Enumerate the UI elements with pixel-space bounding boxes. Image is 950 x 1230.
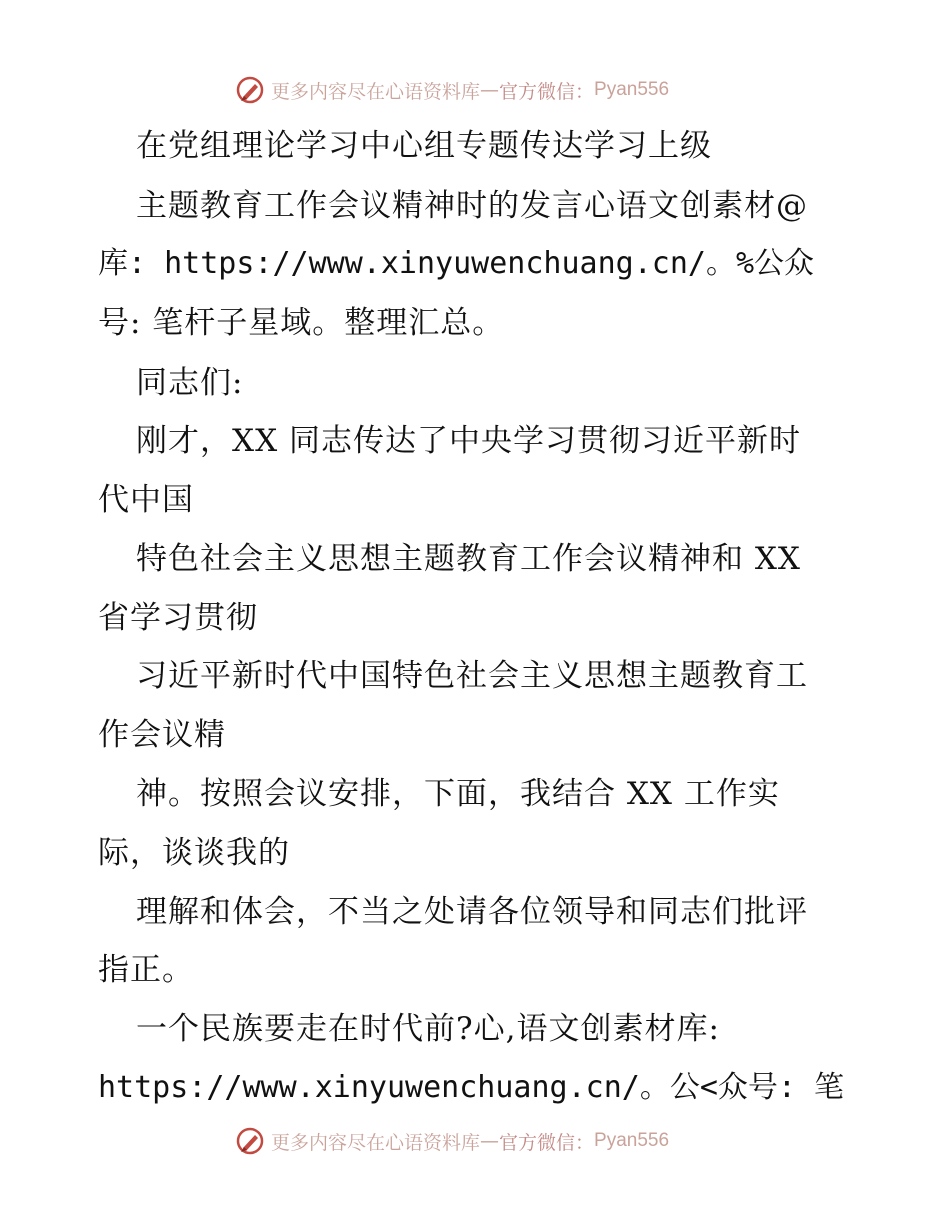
body-line: 际，谈谈我的 [98,835,290,871]
header-watermark [235,74,669,106]
pen-logo-icon [235,75,265,105]
watermark-wechat-id: Pyan556 [594,79,670,100]
body-line: 理解和体会，不当之处请各位领导和同志们批评 [136,894,808,930]
body-line: https://www.xinyuwenchuang.cn/。公<众号: 笔 [98,1070,845,1105]
body-line: 库: https://www.xinyuwenchuang.cn/。%公众 [98,246,815,281]
body-line: 一个民族要走在时代前?心,语文创素材库: [136,1011,720,1047]
watermark-site-text: 更多内容尽在心语资料库 [271,1131,481,1154]
body-line: 指正。 [98,952,194,988]
watermark-contact-text: 官方微信： [499,80,595,103]
body-line: 习近平新时代中国特色社会主义思想主题教育工 [136,658,808,694]
watermark-site-text: 更多内容尽在心语资料库 [271,80,481,103]
body-line: 主题教育工作会议精神时的发言心语文创素材@ [136,188,808,224]
body-line: 号: 笔杆子星域。整理汇总。 [98,305,505,341]
footer-watermark [235,1125,669,1157]
watermark-dash: — [480,1130,500,1152]
body-line: 刚才，XX 同志传达了中央学习贯彻习近平新时 [136,423,801,459]
watermark-dash: — [480,79,500,101]
body-line: 代中国 [98,482,194,518]
body-line: 同志们: [136,365,244,401]
body-line: 神。按照会议安排，下面，我结合 XX 工作实 [136,776,780,812]
body-line: 在党组理论学习中心组专题传达学习上级 [136,128,712,164]
watermark-contact-text: 官方微信： [499,1131,595,1154]
body-line: 特色社会主义思想主题教育工作会议精神和 XX [136,541,801,577]
watermark-wechat-id: Pyan556 [594,1130,670,1151]
body-line: 省学习贯彻 [98,600,258,636]
body-line: 作会议精 [98,717,226,753]
pen-logo-icon [235,1126,265,1156]
